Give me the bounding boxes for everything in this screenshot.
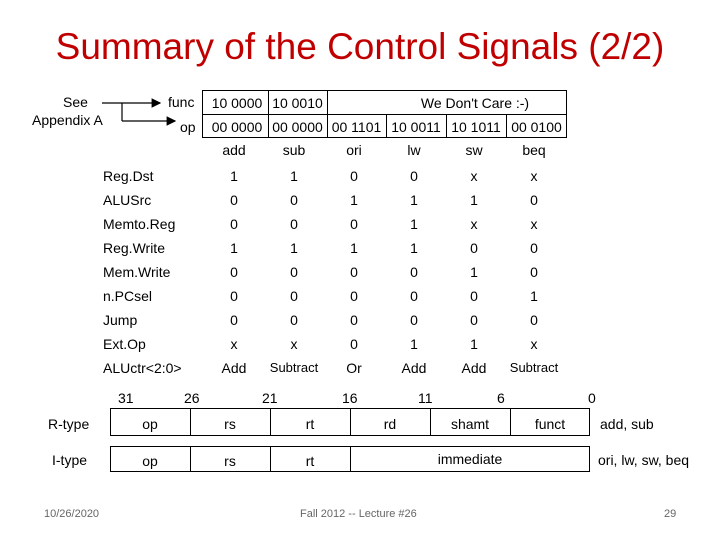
- signal-value: 1: [530, 288, 538, 304]
- slide-title: Summary of the Control Signals (2/2): [55, 26, 665, 67]
- signal-name: ALUctr<2:0>: [103, 360, 182, 376]
- bit-position-label: 31: [118, 390, 134, 406]
- instruction-lw: lw: [407, 142, 421, 158]
- itype-rt-field: rt: [305, 453, 315, 469]
- op-add: 00 0000: [211, 119, 263, 135]
- signal-value: 0: [290, 216, 298, 232]
- itype-op-field: op: [142, 453, 158, 469]
- dont-care-note: We Don't Care :-): [420, 95, 530, 111]
- bit-position-label: 26: [184, 390, 200, 406]
- signal-value: Add: [461, 360, 487, 376]
- itype-note: ori, lw, sw, beq: [598, 452, 690, 468]
- signal-value: x: [470, 168, 478, 184]
- signal-value: Subtract: [269, 360, 319, 375]
- signal-value: x: [530, 216, 538, 232]
- signal-value: 0: [350, 168, 358, 184]
- instruction-sub: sub: [282, 142, 306, 158]
- op-sub: 00 0000: [272, 119, 323, 135]
- rtype-rd-field: rd: [383, 416, 397, 432]
- signal-name: Mem.Write: [103, 264, 171, 280]
- footer-course: Fall 2012 -- Lecture #26: [300, 508, 417, 520]
- appendix-label: Appendix A: [32, 112, 103, 128]
- signal-name: Jump: [103, 312, 138, 328]
- signal-value: 1: [230, 240, 238, 256]
- signal-value: x: [290, 336, 298, 352]
- func-sub: 10 0010: [272, 95, 323, 111]
- signal-value: 0: [290, 192, 298, 208]
- op-lw: 10 0011: [391, 119, 441, 135]
- signal-value: 0: [350, 336, 358, 352]
- signal-value: 0: [230, 216, 238, 232]
- signal-value: 0: [290, 312, 298, 328]
- see-label: See: [63, 94, 88, 110]
- func-add: 10 0000: [211, 95, 263, 111]
- signal-value: 1: [410, 192, 418, 208]
- rtype-label: R-type: [48, 416, 90, 432]
- itype-label: I-type: [52, 452, 88, 468]
- instruction-ori: ori: [346, 142, 362, 158]
- signal-value: 1: [350, 192, 358, 208]
- signal-value: 0: [530, 264, 538, 280]
- rtype-op-field: op: [142, 416, 158, 432]
- signal-value: 0: [350, 264, 358, 280]
- signal-value: 0: [290, 288, 298, 304]
- signal-name: n.PCsel: [103, 288, 153, 304]
- op-beq: 00 0100: [511, 119, 562, 135]
- signal-value: 0: [470, 288, 478, 304]
- instruction-add: add: [222, 142, 246, 158]
- func-label: func: [168, 94, 195, 110]
- signal-value: 1: [230, 168, 238, 184]
- footer-date: 10/26/2020: [44, 508, 100, 520]
- rtype-funct-field: funct: [534, 416, 566, 432]
- instruction-beq: beq: [522, 142, 546, 158]
- instruction-sw: sw: [465, 142, 483, 158]
- signal-value: 0: [350, 312, 358, 328]
- signal-value: 1: [470, 264, 478, 280]
- signal-value: x: [470, 216, 478, 232]
- rtype-rs-field: rs: [224, 416, 236, 432]
- signal-value: x: [530, 168, 538, 184]
- signal-value: 0: [410, 264, 418, 280]
- signal-value: 0: [410, 288, 418, 304]
- signal-value: 0: [530, 312, 538, 328]
- signal-value: Add: [401, 360, 427, 376]
- signal-value: 0: [290, 264, 298, 280]
- signal-value: 1: [290, 240, 298, 256]
- signal-value: 0: [230, 312, 238, 328]
- signal-value: 0: [470, 240, 478, 256]
- bit-position-label: 11: [418, 390, 433, 406]
- op-sw: 10 1011: [451, 119, 501, 135]
- op-ori: 00 1101: [331, 119, 382, 135]
- signal-value: x: [230, 336, 238, 352]
- itype-rs-field: rs: [224, 453, 236, 469]
- signal-name: Memto.Reg: [103, 216, 176, 232]
- bit-position-label: 6: [497, 390, 505, 406]
- signal-value: Add: [221, 360, 247, 376]
- signal-name: Ext.Op: [103, 336, 146, 352]
- bit-position-label: 0: [588, 390, 596, 406]
- signal-value: 0: [230, 264, 238, 280]
- signal-value: 1: [410, 216, 418, 232]
- signal-value: 1: [290, 168, 298, 184]
- signal-value: 1: [350, 240, 358, 256]
- rtype-shamt-field: shamt: [450, 416, 490, 432]
- signal-value: 0: [530, 240, 538, 256]
- op-label: op: [180, 119, 196, 135]
- signal-name: Reg.Write: [103, 240, 165, 256]
- signal-value: 0: [350, 216, 358, 232]
- signal-value: 0: [530, 192, 538, 208]
- signal-value: 0: [350, 288, 358, 304]
- rtype-note: add, sub: [600, 416, 654, 432]
- signal-name: Reg.Dst: [103, 168, 154, 184]
- signal-value: Or: [346, 360, 362, 376]
- signal-value: 0: [470, 312, 478, 328]
- itype-immediate-field: immediate: [437, 451, 503, 467]
- signal-value: 1: [410, 240, 418, 256]
- signal-value: 1: [410, 336, 418, 352]
- signal-value: 1: [470, 336, 478, 352]
- signal-value: Subtract: [509, 360, 559, 375]
- signal-name: ALUSrc: [103, 192, 152, 208]
- bit-position-label: 16: [342, 390, 358, 406]
- bit-position-label: 21: [262, 390, 278, 406]
- signal-value: 0: [410, 312, 418, 328]
- rtype-rt-field: rt: [305, 416, 315, 432]
- signal-value: 0: [410, 168, 418, 184]
- signal-value: 0: [230, 192, 238, 208]
- signal-value: 0: [230, 288, 238, 304]
- signal-value: x: [530, 336, 538, 352]
- footer-page: 29: [664, 508, 677, 520]
- signal-value: 1: [470, 192, 478, 208]
